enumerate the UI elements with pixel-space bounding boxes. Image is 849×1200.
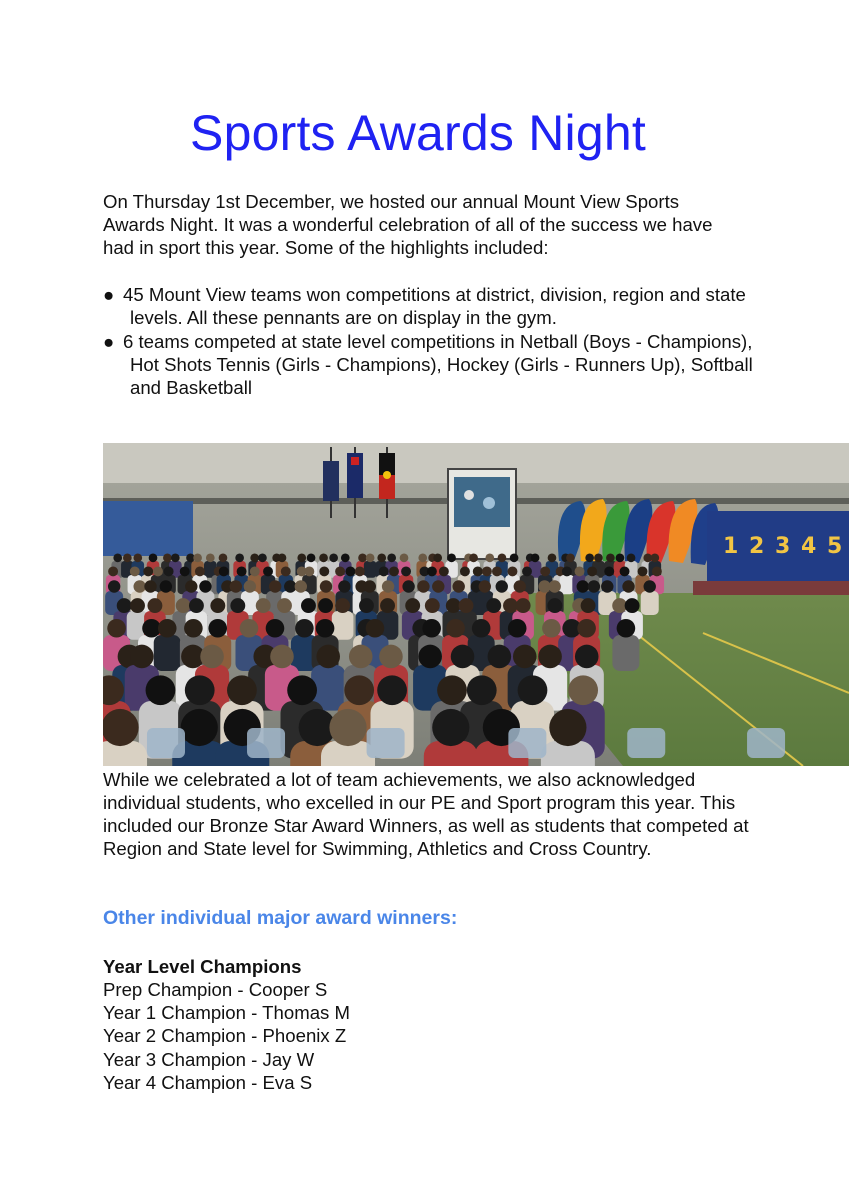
- audience-member-head: [577, 619, 596, 638]
- audience-member-head: [176, 598, 191, 613]
- audience-member-head: [329, 709, 366, 746]
- audience-member-head: [366, 619, 385, 638]
- banner-number: 4: [801, 534, 817, 559]
- audience-member-head: [335, 566, 345, 576]
- audience-member-head: [432, 580, 444, 592]
- audience-member-head: [200, 645, 224, 669]
- audience-member-head: [617, 619, 636, 638]
- audience-member-head: [329, 554, 338, 563]
- audience-member-head: [425, 598, 440, 613]
- audience-member-head: [400, 554, 409, 563]
- individual-paragraph: While we celebrated a lot of team achievements, we also acknowledged individual students, who excelled in our PE and Sport program this year. This included our Bronze Star Award Winners, as well as students that competed at Region and State level for Swimming, Athletics and Cross Country.: [103, 769, 749, 859]
- audience-member-head: [180, 566, 190, 576]
- audience-member-head: [295, 619, 314, 638]
- audience-member-head: [193, 554, 202, 563]
- chair: [147, 728, 185, 758]
- audience-member-head: [319, 554, 328, 563]
- audience-member-head: [485, 554, 494, 563]
- list-item: Year 3 Champion - Jay W: [103, 1048, 315, 1070]
- audience-member-head: [644, 580, 656, 592]
- awards-night-photo: [103, 443, 849, 766]
- list-item: Year 1 Champion - Thomas M: [103, 1002, 351, 1024]
- audience-member-head: [510, 554, 519, 563]
- audience-member-head: [210, 598, 225, 613]
- audience-member-head: [266, 619, 285, 638]
- audience-member-head: [295, 580, 307, 592]
- audience-member-body: [560, 575, 574, 594]
- audience-member-head: [498, 554, 507, 563]
- audience-member-head: [486, 598, 501, 613]
- audience-member-head: [160, 580, 172, 592]
- audience-member-head: [318, 598, 333, 613]
- teardrop-banners: [558, 499, 718, 565]
- audience-member-head: [144, 580, 156, 592]
- list-item: [103, 330, 753, 399]
- audience-member-head: [540, 566, 550, 576]
- audience-member-head: [577, 580, 589, 592]
- section-subheading: Other individual major award winners:: [103, 907, 458, 929]
- audience-member-head: [405, 598, 420, 613]
- audience-member-head: [304, 566, 314, 576]
- audience-member-head: [316, 619, 335, 638]
- highlight-text: 6 teams competed at state level competitions in Netball (Boys - Champions), Hot Shots Tennis (Girls - Champions), Hockey (Girls - Runners Up), Softball and Basketball: [123, 331, 753, 398]
- list-item: Year 2 Champion - Phoenix Z: [103, 1025, 347, 1047]
- audience-member-head: [184, 619, 203, 638]
- audience-member-head: [460, 566, 470, 576]
- audience-member-head: [355, 566, 365, 576]
- audience-member-head: [382, 580, 394, 592]
- audience-member-head: [568, 675, 598, 705]
- audience-member-head: [402, 580, 414, 592]
- list-item: [103, 283, 753, 329]
- audience-member-head: [594, 554, 603, 563]
- audience-member-head: [588, 580, 600, 592]
- audience-member-head: [359, 598, 374, 613]
- audience-member-head: [562, 566, 572, 576]
- audience-member-head: [575, 566, 585, 576]
- audience-member-head: [163, 554, 172, 563]
- audience-member-head: [516, 598, 531, 613]
- audience-member-head: [514, 580, 526, 592]
- audience-member-head: [547, 598, 562, 613]
- chair: [747, 728, 785, 758]
- audience-member-head: [518, 675, 548, 705]
- banner-number: 3: [775, 534, 791, 559]
- winners-list: [103, 978, 350, 1094]
- audience-member-head: [585, 554, 594, 563]
- audience-member-head: [479, 580, 491, 592]
- audience-member-head: [452, 580, 464, 592]
- audience-member-body: [332, 611, 354, 640]
- audience-member-head: [542, 619, 561, 638]
- audience-member-head: [422, 619, 441, 638]
- audience-member-head: [472, 619, 491, 638]
- audience-member-head: [575, 645, 599, 669]
- audience-member-head: [380, 598, 395, 613]
- audience-member-head: [344, 675, 374, 705]
- audience-member-head: [604, 566, 614, 576]
- banner-number: 2: [749, 534, 765, 559]
- audience-member-head: [581, 598, 596, 613]
- audience-member-head: [181, 709, 218, 746]
- audience-member-head: [587, 566, 597, 576]
- audience-member-head: [195, 566, 205, 576]
- audience-member-head: [171, 554, 180, 563]
- audience-member-head: [549, 709, 586, 746]
- audience-member-head: [418, 645, 442, 669]
- audience-member-head: [237, 566, 247, 576]
- audience-member-head: [650, 554, 659, 563]
- audience-member-head: [379, 566, 389, 576]
- audience-member-head: [277, 598, 292, 613]
- audience-member-head: [364, 580, 376, 592]
- audience-member-head: [389, 566, 399, 576]
- audience-member-head: [287, 675, 317, 705]
- audience-member-head: [508, 566, 518, 576]
- audience-member-head: [108, 566, 118, 576]
- audience-member-head: [158, 619, 177, 638]
- audience-member-head: [270, 645, 294, 669]
- audience-member-head: [301, 598, 316, 613]
- audience-member-body: [612, 635, 639, 671]
- audience-member-head: [345, 566, 355, 576]
- audience-member-head: [652, 566, 662, 576]
- audience-member-head: [230, 598, 245, 613]
- audience-member-head: [377, 554, 386, 563]
- audience-member-head: [284, 580, 296, 592]
- intro-paragraph: On Thursday 1st December, we hosted our annual Mount View Sports Awards Night. It was a wonderful celebration of all of the success we have had in sport this year. Some of the highlights included:: [103, 191, 713, 258]
- audience-member-head: [338, 580, 350, 592]
- audience-member-head: [316, 645, 340, 669]
- audience-member-head: [622, 580, 634, 592]
- audience-member-head: [482, 566, 492, 576]
- audience-member-head: [250, 566, 260, 576]
- audience-member-head: [601, 580, 613, 592]
- banner-number: 5: [827, 534, 843, 559]
- audience-member-head: [146, 675, 176, 705]
- audience-member-head: [627, 554, 636, 563]
- audience-member-head: [349, 645, 373, 669]
- audience-member-head: [358, 554, 367, 563]
- audience-member-head: [387, 554, 396, 563]
- audience-member-head: [297, 554, 306, 563]
- chair: [247, 728, 285, 758]
- audience-member-head: [130, 566, 140, 576]
- audience-member-head: [149, 554, 158, 563]
- audience-member-head: [439, 566, 449, 576]
- audience-member-head: [143, 566, 153, 576]
- audience-member-head: [123, 554, 132, 563]
- audience-member-head: [219, 566, 229, 576]
- audience-member-head: [244, 580, 256, 592]
- audience-member-head: [451, 645, 475, 669]
- page-title: Sports Awards Night: [190, 105, 646, 161]
- audience-member-head: [446, 619, 465, 638]
- audience-member-head: [256, 598, 271, 613]
- audience-member-head: [513, 645, 537, 669]
- bullet-icon: ●: [103, 331, 115, 352]
- audience-member-head: [133, 554, 142, 563]
- audience-member-head: [107, 619, 126, 638]
- audience-member-head: [548, 554, 557, 563]
- audience-member-head: [469, 554, 478, 563]
- audience-member-head: [281, 566, 291, 576]
- audience-member-head: [278, 554, 287, 563]
- audience-member-head: [153, 566, 163, 576]
- audience-member-head: [199, 580, 211, 592]
- audience-member-head: [437, 675, 467, 705]
- audience-member-head: [496, 580, 508, 592]
- audience-member-head: [206, 554, 215, 563]
- audience-member-head: [103, 709, 139, 746]
- audience-member-head: [130, 645, 154, 669]
- highlights-list: [103, 283, 753, 400]
- audience-member-head: [208, 619, 227, 638]
- banner-number: 1: [723, 534, 739, 559]
- audience-member-body: [154, 635, 181, 671]
- audience-member-head: [401, 566, 411, 576]
- audience-member-head: [130, 598, 145, 613]
- audience-member-head: [531, 554, 540, 563]
- chair: [508, 728, 546, 758]
- audience-member-head: [459, 598, 474, 613]
- audience-member-head: [620, 566, 630, 576]
- audience-member-head: [258, 554, 267, 563]
- audience-member-head: [616, 554, 625, 563]
- audience-member-head: [108, 580, 120, 592]
- audience-member-head: [488, 645, 512, 669]
- audience-member-head: [417, 580, 429, 592]
- audience-member-head: [117, 598, 132, 613]
- chair: [367, 728, 405, 758]
- audience-member-head: [185, 675, 215, 705]
- audience-member-head: [625, 598, 640, 613]
- audience-member-head: [473, 566, 483, 576]
- list-item: Prep Champion - Cooper S: [103, 979, 328, 1000]
- audience-member-head: [133, 580, 145, 592]
- audience-member-body: [364, 561, 377, 578]
- chair: [627, 728, 665, 758]
- audience-member-head: [164, 566, 174, 576]
- audience-member-head: [227, 675, 257, 705]
- winners-heading: Year Level Champions: [103, 956, 302, 977]
- audience-member-head: [418, 554, 427, 563]
- audience-member-head: [377, 675, 407, 705]
- audience-member-head: [269, 580, 281, 592]
- audience-member-head: [307, 554, 316, 563]
- audience-member-head: [235, 554, 244, 563]
- audience-member-head: [492, 566, 502, 576]
- audience-member-head: [320, 580, 332, 592]
- audience-member-head: [113, 554, 122, 563]
- audience-member-head: [189, 598, 204, 613]
- audience-member-head: [240, 619, 259, 638]
- audience-member-head: [219, 554, 228, 563]
- audience-member-head: [538, 645, 562, 669]
- audience-member-head: [366, 554, 375, 563]
- audience-member-head: [379, 645, 403, 669]
- bullet-icon: ●: [103, 284, 115, 305]
- audience-member-head: [147, 598, 162, 613]
- audience-member-head: [446, 598, 461, 613]
- audience-member-head: [548, 580, 560, 592]
- audience-member-head: [230, 580, 242, 592]
- audience-member-head: [508, 619, 527, 638]
- audience-member-body: [641, 591, 659, 615]
- audience-member-head: [263, 566, 273, 576]
- audience-member-head: [606, 554, 615, 563]
- audience-member-head: [335, 598, 350, 613]
- audience-member-head: [319, 566, 329, 576]
- audience-member-head: [427, 566, 437, 576]
- audience-member-head: [250, 554, 259, 563]
- audience-member-head: [467, 675, 497, 705]
- audience-member-head: [638, 566, 648, 576]
- audience-member-head: [433, 554, 442, 563]
- audience-member-head: [522, 566, 532, 576]
- audience-member-head: [566, 554, 575, 563]
- audience-member-head: [185, 580, 197, 592]
- highlight-text: 45 Mount View teams won competitions at district, division, region and state levels. All these pennants are on display in the gym.: [123, 284, 746, 328]
- audience-member-head: [341, 554, 350, 563]
- list-item: Year 4 Champion - Eva S: [103, 1071, 313, 1093]
- audience-member-head: [432, 709, 469, 746]
- audience-member-head: [447, 554, 456, 563]
